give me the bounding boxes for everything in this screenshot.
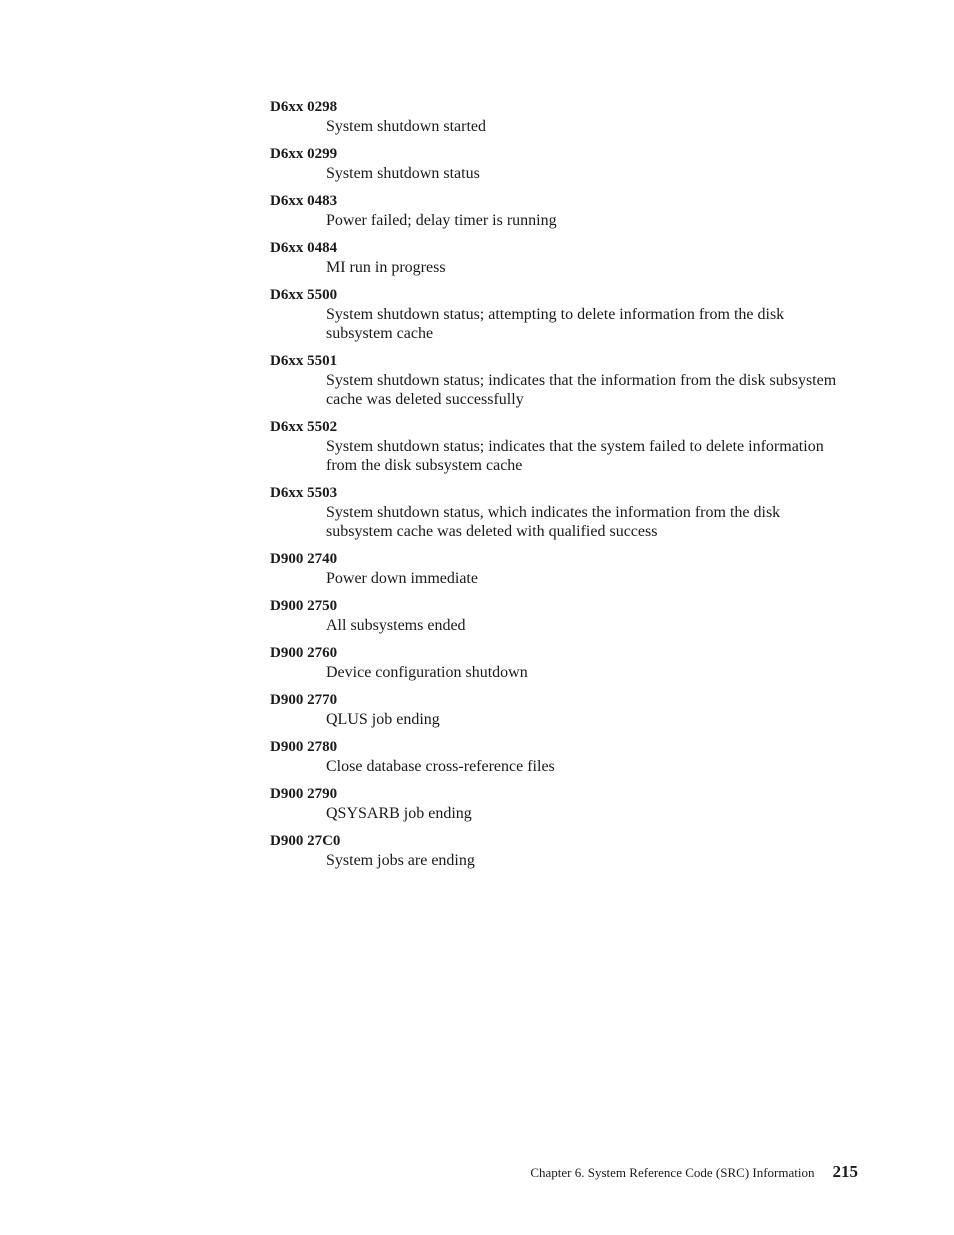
src-description: QLUS job ending [326,711,440,728]
src-description: All subsystems ended [326,617,466,634]
src-description: System shutdown started [326,118,486,135]
src-code: D900 2760 [270,645,338,661]
src-description: QSYSARB job ending [326,805,472,822]
src-entry [270,286,850,343]
src-description: MI run in progress [326,259,446,276]
src-entry [270,691,850,729]
src-code: D900 2780 [270,739,338,755]
src-entry [270,644,850,682]
src-entry [270,597,850,635]
src-entry [270,418,850,475]
src-description: Close database cross-reference files [326,758,555,775]
src-description: Power failed; delay timer is running [326,212,557,229]
chapter-title: Chapter 6. System Reference Code (SRC) Information [530,1165,815,1180]
src-entry [270,738,850,776]
src-description: System jobs are ending [326,852,475,869]
src-code: D6xx 5502 [270,419,338,435]
src-description: System shutdown status; indicates that the system failed to delete information from the disk subsystem cache [326,438,824,474]
src-code: D6xx 0484 [270,240,338,256]
src-description: System shutdown status; attempting to delete information from the disk subsystem cache [326,306,785,342]
src-code: D900 27C0 [270,833,341,849]
src-description: System shutdown status; indicates that the information from the disk subsystem cache was deleted successfully [326,372,837,408]
src-description: Power down immediate [326,570,478,587]
src-entry [270,550,850,588]
src-code: D900 2790 [270,786,338,802]
src-code: D6xx 5503 [270,485,338,501]
src-code: D900 2750 [270,598,338,614]
src-entry [270,145,850,183]
src-code: D900 2770 [270,692,338,708]
src-code-list [270,98,850,879]
src-entry [270,239,850,277]
src-entry [270,98,850,136]
page-footer [530,1162,858,1183]
src-code: D6xx 0299 [270,146,338,162]
src-entry [270,484,850,541]
src-entry [270,352,850,409]
src-description: Device configuration shutdown [326,664,528,681]
src-code: D6xx 5501 [270,353,338,369]
src-entry [270,832,850,870]
page-number: 215 [832,1162,858,1181]
src-description: System shutdown status [326,165,480,182]
src-code: D900 2740 [270,551,338,567]
src-code: D6xx 5500 [270,287,338,303]
src-description: System shutdown status, which indicates the information from the disk subsystem cache was deleted with qualified success [326,504,781,540]
src-entry [270,785,850,823]
src-code: D6xx 0483 [270,193,338,209]
src-code: D6xx 0298 [270,99,338,115]
src-entry [270,192,850,230]
